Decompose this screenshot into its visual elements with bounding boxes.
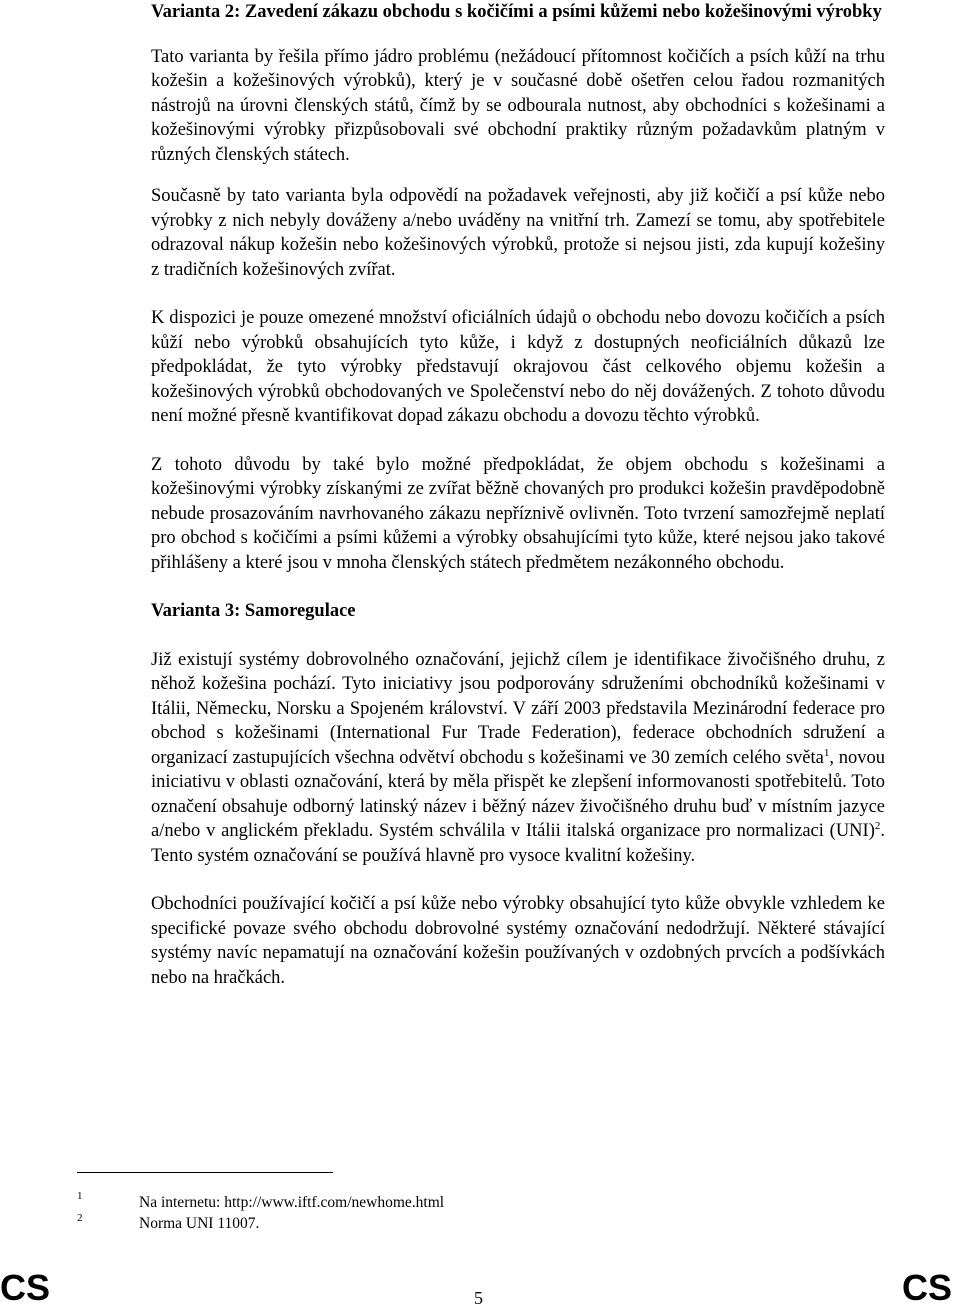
document-body [151, 0, 885, 990]
footnote-2-text: Norma UNI 11007. [139, 1215, 260, 1232]
paragraph-3: K dispozici je pouze omezené množství oficiálních údajů o obchodu nebo dovozu kočičích a psích kůží nebo výrobků obsahujících tyto kůže, i když z dostupných neoficiálních důkazů lze předpokládat, že tyto výrobky představují okrajovou část celkového objemu kožešin a kožešinových výrobků obchodovaných ve Společenství nebo do něj dovážených. Z tohoto důvodu není možné přesně kvantifikovat dopad zákazu obchodu a dovozu těchto výrobků. [151, 308, 885, 426]
footnote-1-text: Na internetu: http://www.iftf.com/newhome.html [139, 1194, 445, 1211]
paragraph-6: Obchodníci používající kočičí a psí kůže nebo výrobky obsahující tyto kůže obvykle vzhledem ke specifické povaze svého obchodu dobrovolné systémy označování nedodržují. Některé stávající systémy navíc nepamatují na označování kožešin používaných v ozdobných prvcích a podšívkách nebo na hračkách. [151, 894, 885, 988]
language-code-left: CS [0, 1267, 51, 1308]
heading-variant-2: Varianta 2: Zavedení zákazu obchodu s kočičími a psími kůžemi nebo kožešinovými výrobky [151, 2, 882, 22]
language-code-right: CS [902, 1267, 953, 1308]
footnote-ref-2[interactable]: 2 [874, 820, 881, 832]
paragraph-5-part-1: Již existují systémy dobrovolného označování, jejichž cílem je identifikace živočišného druhu, z něhož kožešina pochází. Tyto iniciativy jsou podporovány sdruženími obchodníků kožešinami v Itálii, Německu, Norsku a Spojeném království. V září 2003 představila Mezinárodní federace pro obchod s kožešinami (International Fur Trade Federation), federace obchodních sdružení a organizací zastupujících všechna odvětví obchodu s kožešinami ve 30 zemích celého světa [151, 649, 885, 768]
footnote-separator [77, 1172, 333, 1173]
page-number: 5 [474, 1288, 483, 1308]
heading-variant-3: Varianta 3: Samoregulace [151, 601, 356, 621]
paragraph-1: Tato varianta by řešila přímo jádro problému (nežádoucí přítomnost kočičích a psích kůží na trhu kožešin a kožešinových výrobků), který je v současné době ošetřen celou řadou rozmanitých nástrojů na úrovni členských států, čímž by se odbourala nutnost, aby obchodníci s kožešinami a kožešinovými výrobky přizpůsobovali své obchodní praktiky různým požadavkům platným v různých členských státech. [151, 46, 885, 165]
footnote-2-number: 2 [77, 1212, 83, 1224]
footnote-ref-1[interactable]: 1 [823, 746, 830, 759]
paragraph-4: Z tohoto důvodu by také bylo možné předpokládat, že objem obchodu s kožešinami a kožešinovými výrobky získanými ze zvířat běžně chovaných pro produkci kožešin pravděpodobně nebude prosazováním navrhovaného zákazu nepříznivě ovlivněn. Toto tvrzení samozřejmě neplatí pro obchod s kočičími a psími kůžemi a výrobky obsahujícími tyto kůže, které nejsou jako takové přihlášeny a které jsou v mnoha členských státech předmětem nezákonného obchodu. [151, 454, 885, 573]
paragraph-5-part-2: , novou iniciativu v oblasti označování, která by měla přispět ke zlepšení informovanosti spotřebitelů. Toto označení obsahuje odborný latinský název i běžný název živočišného druhu buď v místním jazyce a/nebo v anglickém překladu. Systém schválila v Itálii italská organizace pro normalizaci (UNI) [151, 747, 886, 841]
footnote-1-number: 1 [77, 1190, 83, 1202]
paragraph-2: Současně by tato varianta byla odpovědí na požadavek veřejnosti, aby již kočičí a psí kůže nebo výrobky z nich nebyly dováženy a/nebo uváděny na vnitřní trh. Zamezí se tomu, aby spotřebitele odrazoval nákup kožešin nebo kožešinových výrobků, protože si nejsou jisti, zda kupují kožešiny z tradičních kožešinových zvířat. [151, 186, 885, 280]
paragraph-5 [151, 648, 885, 869]
paragraph-5-part-3: . Tento systém označování se používá hlavně pro vysoce kvalitní kožešiny. [151, 821, 885, 866]
